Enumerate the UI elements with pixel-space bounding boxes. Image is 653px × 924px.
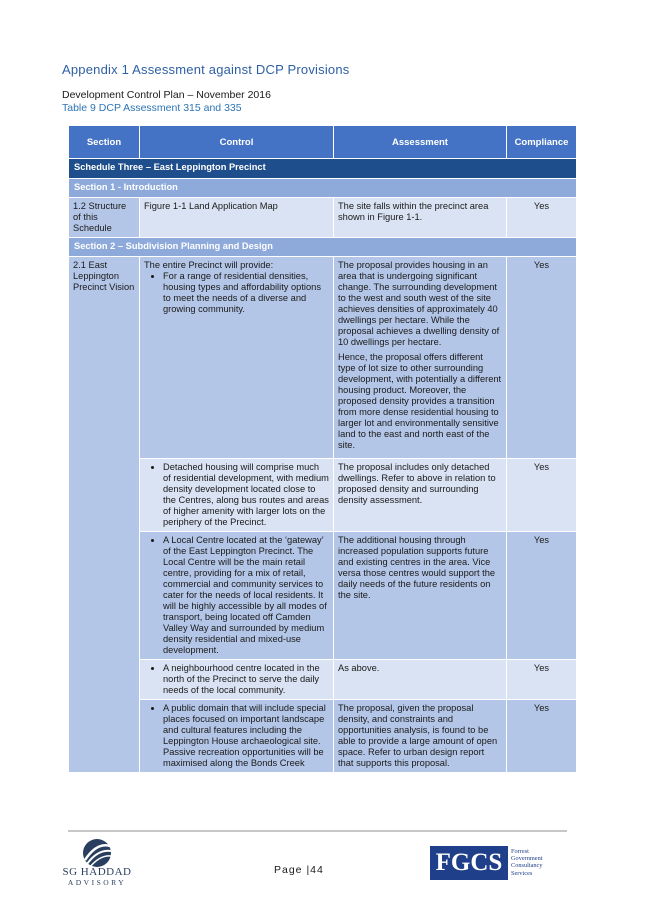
table-header-row: [69, 126, 577, 159]
fgcs-line2: Government: [511, 855, 543, 863]
table-row: [69, 198, 577, 238]
fgcs-line1: Forrest: [511, 848, 529, 855]
sg-haddad-subtitle: ADVISORY: [67, 878, 127, 887]
row5-control-bullet: • A neighbourhood centre located in the north of the Precinct to serve the daily needs of the local community.: [163, 663, 329, 696]
appendix-heading: Appendix 1 Assessment against DCP Provisions: [62, 62, 350, 77]
row3-compliance: Yes: [507, 459, 577, 532]
row1-compliance: Yes: [507, 198, 577, 238]
table-row: [69, 532, 577, 660]
header-compliance: Compliance: [507, 126, 577, 159]
row6-compliance: Yes: [507, 700, 577, 773]
row2-assessment-p2: Hence, the proposal offers different type of lot size to other surrounding development, with potentially a different housing product. Moreover, the proposed density provides a transition from more dense residential housing to larger lot and environmentally sensitive land to the east and north east of the site.: [338, 352, 502, 450]
row4-compliance: Yes: [507, 532, 577, 660]
row6-control: [140, 700, 334, 773]
section-row: [69, 238, 577, 257]
fgcs-logo: FGCS: [430, 846, 508, 880]
row5-assessment: As above.: [334, 660, 507, 700]
header-assessment: Assessment: [334, 126, 507, 159]
row5-compliance: Yes: [507, 660, 577, 700]
plan-subheading: Development Control Plan – November 2016: [62, 89, 271, 101]
table-row: [69, 257, 577, 459]
page-number: Page |44: [274, 864, 324, 876]
row4-assessment: The additional housing through increased population supports future and existing centres in the area. Vice versa those centres would support the daily needs of the future residents on the site.: [334, 532, 507, 660]
row1-assessment: The site falls within the precinct area shown in Figure 1-1.: [334, 198, 507, 238]
row2-control: [140, 257, 334, 459]
fgcs-name: [511, 848, 542, 877]
row3-assessment: The proposal includes only detached dwellings. Refer to above in relation to proposed density and surrounding density assessment.: [334, 459, 507, 532]
sg-haddad-name: SG HADDAD: [62, 866, 132, 878]
table-row: [69, 660, 577, 700]
schedule-row: [69, 159, 577, 179]
row1-section: 1.2 Structure of this Schedule: [69, 198, 140, 238]
row1-control: Figure 1-1 Land Application Map: [140, 198, 334, 238]
row2-assessment-p1: The proposal provides housing in an area that is undergoing significant change. The surrounding development to the west and south west of the site achieves densities of approximately 40 dwellings per hectare. While the proposal achieves a dwelling density of 10 dwellings per hectare.: [338, 260, 500, 347]
row3-control-bullet: • Detached housing will comprise much of residential development, with medium density development located close to the Centres, along bus routes and areas of higher amenity with larger lots on the periphery of the Precinct.: [163, 462, 329, 528]
dcp-assessment-table: [68, 125, 577, 773]
row2-control-intro: The entire Precinct will provide:: [144, 260, 274, 270]
row4-control-bullet: • A Local Centre located at the ‘gateway’ of the East Leppington Precinct. The Local Centre will be the main retail centre, providing for a mix of retail, commercial and community services to cater for the needs of local residents. It will be highly accessible by all modes of transport, being located off Camden Valley Way and surrounded by medium density residential and mixed-use development.: [163, 535, 329, 656]
row6-assessment: The proposal, given the proposal density, and constraints and opportunities analysis, is found to be able to provide a large amount of open space. Refer to urban design report that supports this proposal.: [334, 700, 507, 773]
fgcs-line3: Consultancy: [511, 862, 543, 870]
footer-divider: [68, 830, 567, 832]
row5-control: [140, 660, 334, 700]
row3-control: [140, 459, 334, 532]
row2-section: 2.1 East Leppington Precinct Vision: [69, 257, 140, 773]
row2-compliance: Yes: [507, 257, 577, 459]
table-row: [69, 700, 577, 773]
row2-assessment: [334, 257, 507, 459]
header-section: Section: [69, 126, 140, 159]
section-row: [69, 179, 577, 198]
row6-control-bullet: • A public domain that will include special places focused on important landscape and cultural features including the Leppington House archaeological site. Passive recreation opportunities will be maximised along the Bonds Creek: [163, 703, 329, 769]
section1-title: Section 1 - Introduction: [69, 179, 577, 198]
table-row: [69, 459, 577, 532]
section2-title: Section 2 – Subdivision Planning and Design: [69, 238, 577, 257]
header-control: Control: [140, 126, 334, 159]
row4-control: [140, 532, 334, 660]
fgcs-line4: Services: [511, 869, 533, 877]
table-caption: Table 9 DCP Assessment 315 and 335: [62, 102, 242, 114]
schedule-title: Schedule Three – East Leppington Precinct: [69, 159, 577, 179]
row2-control-bullet: • For a range of residential densities, housing types and affordability options to meet the needs of a diverse and growing community.: [163, 271, 329, 315]
